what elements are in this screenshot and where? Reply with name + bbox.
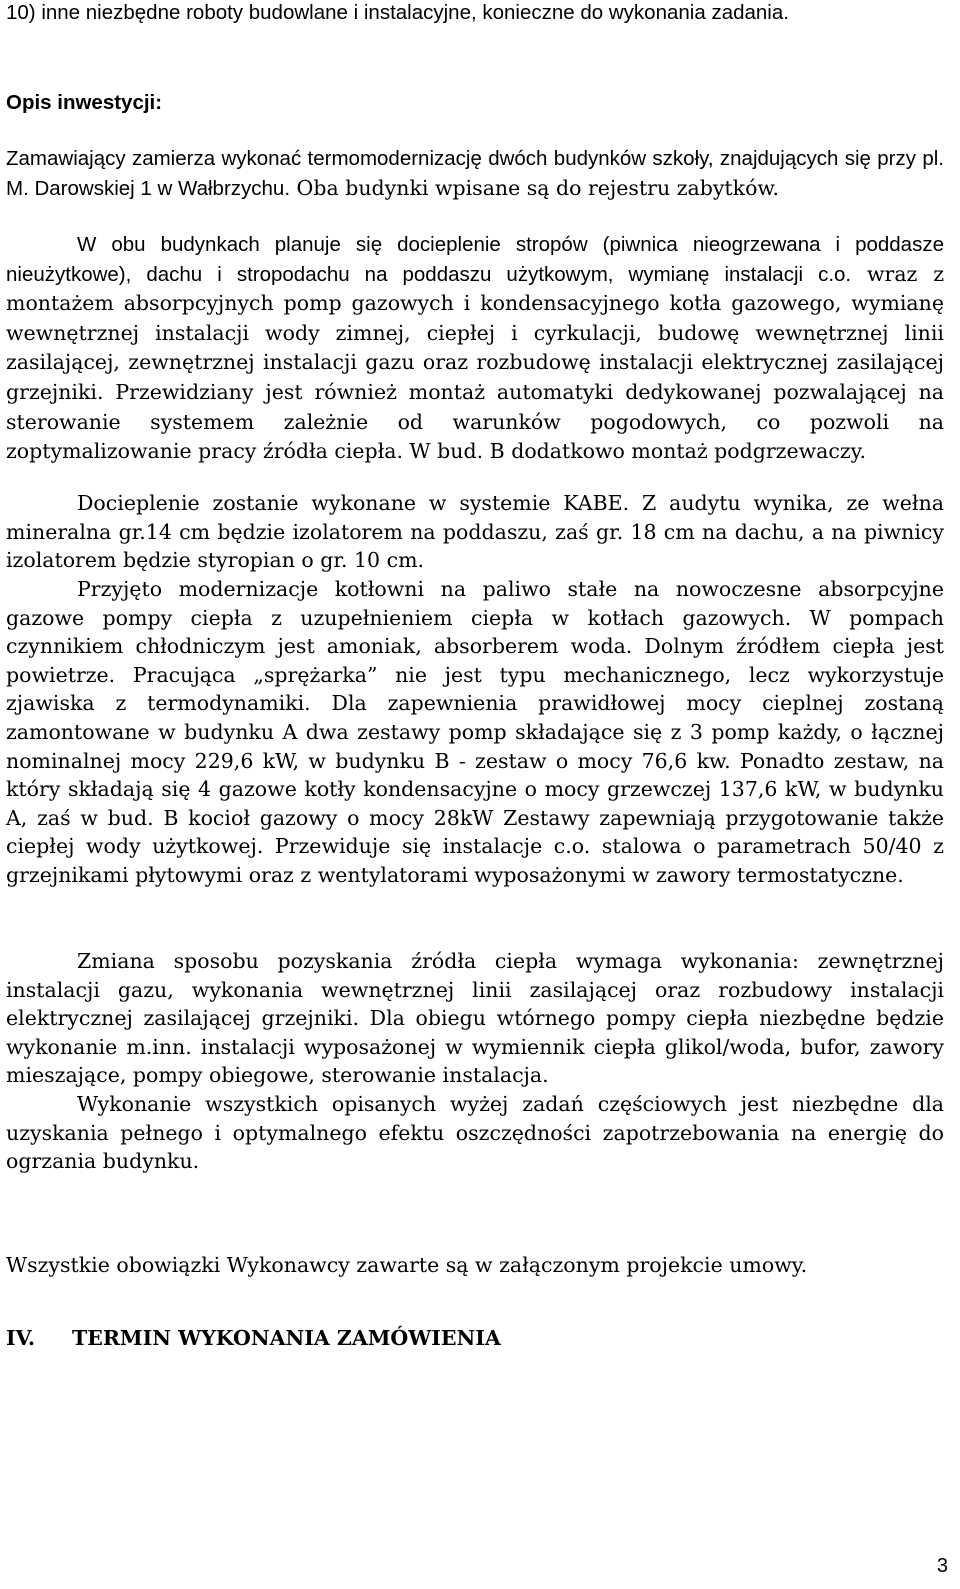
paragraph-heat-source: Zmiana sposobu pozyskania źródła ciepła wymaga wykonania: zewnętrznej instalacji gazu, wykonania wewnętrznej linii zasilającej oraz rozbudowy instalacji elektrycznej zasilającej grzejniki. Dla obiegu wtórnego pompy ciepła niezbędne będzie wykonanie m.inn. instalacji wyposażonej w wymiennik ciepła glikol/woda, bufor, zawory mieszające, pompy obiegowe, sterowanie instalacja. (6, 949, 944, 1088)
section-title: TERMIN WYKONANIA ZAMÓWIENIA (72, 1326, 501, 1350)
paragraph-scope-start: W obu budynkach planuje się docieplenie stropów (piwnica nieogrzewana i poddasze nieużytkowe), dachu i stropodachu na poddaszu użytkowym, wymianę instalacji c.o. (6, 233, 944, 286)
paragraph-insulation: Docieplenie zostanie wykonane w systemie KABE. Z audytu wynika, ze wełna mineralna gr.14 cm będzie izolatorem na poddaszu, zaś gr. 18 cm na dachu, a na piwnicy izolatorem będzie styropian o gr. 10 cm. (6, 491, 944, 573)
contractor-obligations: Wszystkie obowiązki Wykonawcy zawarte są w załączonym projekcie umowy. (6, 1253, 808, 1277)
investment-description-heading: Opis inwestycji: (6, 91, 163, 114)
paragraph-summary: Wykonanie wszystkich opisanych wyżej zadań częściowych jest niezbędne dla uzyskania pełnego i optymalnego efektu oszczędności zapotrzebowania na energię do ogrzania budynku. (6, 1092, 944, 1174)
paragraph-scope-rest: wraz z montażem absorpcyjnych pomp gazowych i kondensacyjnego kotła gazowego, wymianę wewnętrznej instalacji wody zimnej, ciepłej i cyrkulacji, budowę wewnętrznej linii zasilającej, zewnętrznej instalacji gazu oraz rozbudowę instalacji elektrycznej zasilającej grzejniki. Przewidziany jest również montaż automatyki dedykowanej pozwalającej na sterowanie systemem zależnie od warunków pogodowych, co pozwoli na zoptymalizowanie pracy źródła ciepła. W bud. B dodatkowo montaż podgrzewaczy. (6, 261, 945, 464)
section-number: IV. (6, 1326, 36, 1350)
page-number: 3 (936, 1555, 948, 1577)
intro-paragraph (6, 145, 944, 203)
paragraph-boiler-room: Przyjęto modernizacje kotłowni na paliwo stałe na nowoczesne absorpcyjne gazowe pompy ciepła z uzupełnieniem ciepła w kotłach gazowych. W pompach czynnikiem chłodniczym jest amoniak, absorberem woda. Dolnym źródłem ciepła jest powietrze. Pracująca „sprężarka” nie jest typu mechanicznego, lecz wykorzystuje zjawiska z termodynamiki. Dla zapewnienia prawidłowej mocy cieplnej zostaną zamontowane w budynku A dwa zestawy pomp składające się z 3 pomp każdy, o łącznej nominalnej mocy 229,6 kW, w budynku B - zestaw o mocy 76,6 kw. Ponadto zestaw, na który składają się 4 gazowe kotły kondensacyjne o mocy grzewczej 137,6 kW, w budynku A, zaś w bud. B kocioł gazowy o mocy 28kW Zestawy zapewniają przygotowanie także ciepłej wody użytkowej. Przewiduje się instalacje c.o. stalowa o parametrach 50/40 z grzejnikami płytowymi oraz z wentylatorami wyposażonymi w zawory termostatyczne. (6, 577, 944, 887)
intro-text-heritage: Oba budynki wpisane są do rejestru zabytków. (290, 175, 780, 200)
section-heading-iv (6, 1324, 944, 1353)
list-item-10: 10) inne niezbędne roboty budowlane i instalacyjne, konieczne do wykonania zadania. (6, 1, 789, 24)
paragraph-scope (6, 231, 944, 467)
intro-text: Zamawiający zamierza wykonać termomodernizację dwóch budynków szkoły, znajdujących się przy pl. M. Darowskiej 1 w Wałbrzychu. (6, 147, 944, 200)
